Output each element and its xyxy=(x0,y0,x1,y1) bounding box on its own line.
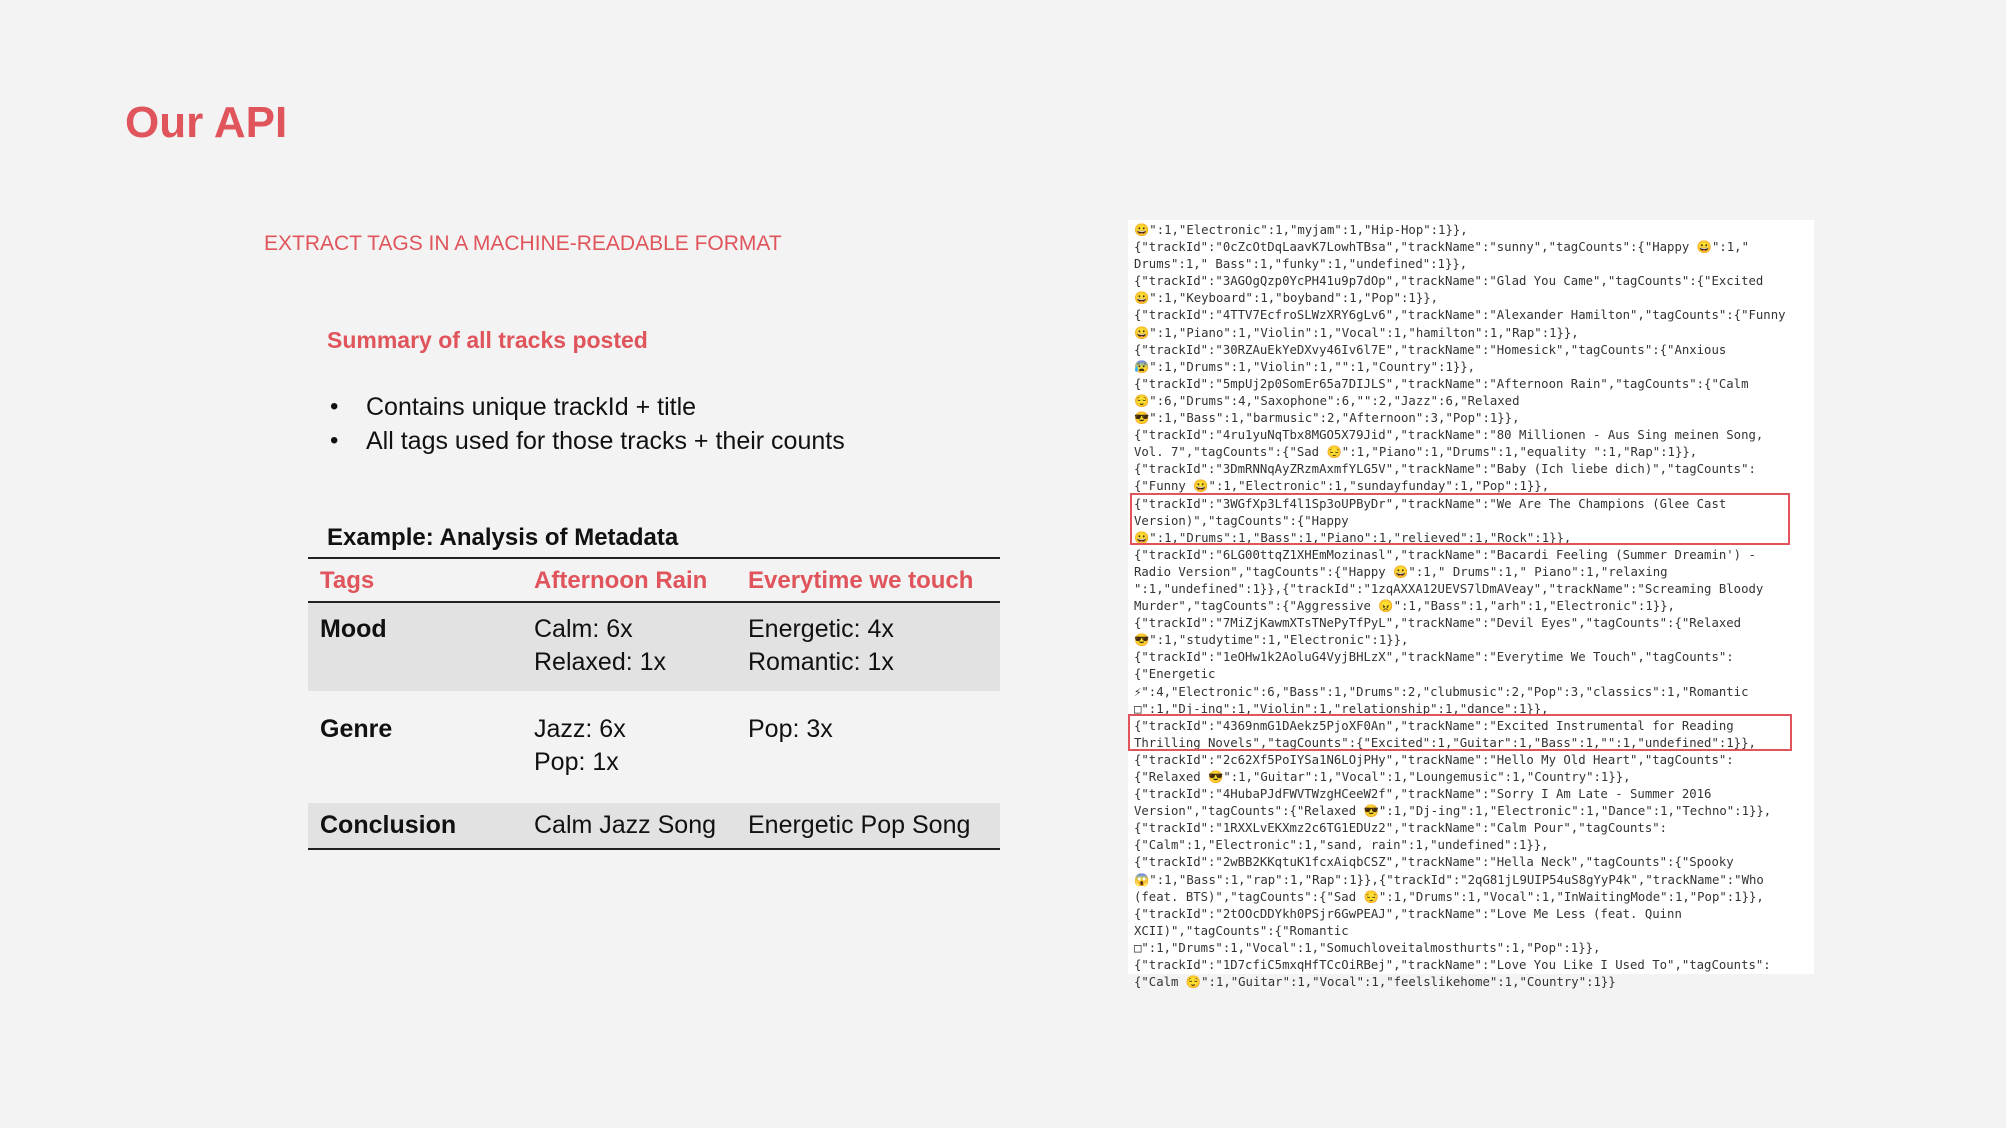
json-line: {"Funny 😀":1,"Electronic":1,"sundayfunday":1,"Pop":1}}, xyxy=(1134,479,1550,494)
slide-subtitle: EXTRACT TAGS IN A MACHINE-READABLE FORMAT xyxy=(264,232,782,255)
bullet-item: • Contains unique trackId + title xyxy=(330,390,845,424)
json-line: 😌":6,"Drums":4,"Saxophone":6,"":2,"Jazz":6,"Relaxed xyxy=(1134,393,1520,408)
json-line: {"trackId":"1D7cfiC5mxqHfTCcOiRBej","trackName":"Love You Like I Used To","tagCounts": xyxy=(1134,958,1771,973)
json-line: {"trackId":"4TTV7EcfroSLWzXRY6gLv6","trackName":"Alexander Hamilton","tagCounts":{"Funny xyxy=(1134,308,1786,323)
cell-line: Relaxed: 1x xyxy=(534,648,667,676)
cell-line: Calm: 6x xyxy=(534,615,633,643)
json-line: Vol. 7","tagCounts":{"Sad 😔":1,"Piano":1,"Drums":1,"equality ":1,"Rap":1}}, xyxy=(1134,445,1698,460)
json-line: {"trackId":"3AGOgQzp0YcPH41u9p7dOp","trackName":"Glad You Came","tagCounts":{"Excited xyxy=(1134,274,1764,289)
row-label: Genre xyxy=(320,715,393,743)
json-line: 😀":1,"Electronic":1,"myjam":1,"Hip-Hop":1}}, xyxy=(1134,223,1468,237)
json-line: Murder","tagCounts":{"Aggressive 😠":1,"Bass":1,"arh":1,"Electronic":1}}, xyxy=(1134,599,1675,614)
cell-line: Energetic: 4x xyxy=(748,615,894,643)
cell-line: Pop: 3x xyxy=(748,715,833,743)
json-line: □":1,"Drums":1,"Vocal":1,"Somuchloveitalmosthurts":1,"Pop":1}}, xyxy=(1134,940,1601,955)
json-line: ⚡":4,"Electronic":6,"Bass":1,"Drums":2,"clubmusic":2,"Pop":3,"classics":1,"Romantic xyxy=(1134,684,1749,699)
json-line: {"trackId":"4369nmG1DAekz5PjoXF0An","trackName":"Excited Instrumental for Reading xyxy=(1134,718,1734,733)
header-afternoon-rain: Afternoon Rain xyxy=(522,558,736,602)
json-line: 😱":1,"Bass":1,"rap":1,"Rap":1}},{"trackId":"2qG81jL9UIP54uS8gYyP4k","trackName":"Who xyxy=(1134,872,1764,887)
json-line: {"Calm 😌":1,"Guitar":1,"Vocal":1,"feelslikehome":1,"Country":1}} xyxy=(1134,975,1616,990)
table-cell: Calm Jazz Song xyxy=(522,803,736,849)
summary-bullet-list xyxy=(330,390,845,458)
row-spacer xyxy=(308,791,1000,803)
json-line: {"trackId":"5mpUj2p0SomEr65a7DIJLS","trackName":"Afternoon Rain","tagCounts":{"Calm xyxy=(1134,376,1749,391)
json-line: {"trackId":"2tOOcDDYkh0PSjr6GwPEAJ","trackName":"Love Me Less (feat. Quinn xyxy=(1134,906,1682,921)
json-line: □":1,"Dj-ing":1,"Violin":1,"relationship":1,"dance":1}}, xyxy=(1134,701,1549,716)
table-cell xyxy=(522,602,736,691)
json-line: 😀":1,"Drums":1,"Bass":1,"Piano":1,"relieved":1,"Rock":1}}, xyxy=(1134,530,1572,545)
json-line: {"trackId":"2wBB2KKqtuK1fcxAiqbCSZ","trackName":"Hella Neck","tagCounts":{"Spooky xyxy=(1134,855,1734,870)
example-heading: Example: Analysis of Metadata xyxy=(327,524,679,551)
slide-title: Our API xyxy=(125,98,288,147)
cell-line: Jazz: 6x xyxy=(534,715,626,743)
json-line: {"Relaxed 😎":1,"Guitar":1,"Vocal":1,"Loungemusic":1,"Country":1}}, xyxy=(1134,770,1631,784)
json-line: {"trackId":"6LG00ttqZ1XHEmMozinasl","trackName":"Bacardi Feeling (Summer Dreamin') - xyxy=(1134,547,1756,562)
table-row-genre xyxy=(308,703,1000,791)
table-row-conclusion xyxy=(308,803,1000,849)
json-line: {"trackId":"3WGfXp3Lf4l1Sp3oUPByDr","trackName":"We Are The Champions (Glee Cast xyxy=(1134,496,1727,511)
json-line: 😀":1,"Piano":1,"Violin":1,"Vocal":1,"hamilton":1,"Rap":1}}, xyxy=(1134,325,1579,340)
json-line: {"Calm":1,"Electronic":1,"sand, rain":1,"undefined":1}}, xyxy=(1134,838,1549,853)
highlight-box-champions xyxy=(1130,493,1790,545)
json-line: ":1,"undefined":1}},{"trackId":"1zqAXXA12UEVS7lDmAVeay","trackName":"Screaming Bloody xyxy=(1134,581,1764,596)
json-line: 😎":1,"studytime":1,"Electronic":1}}, xyxy=(1134,633,1409,648)
json-line: {"trackId":"30RZAuEkYeDXvy46Iv6l7E","trackName":"Homesick","tagCounts":{"Anxious xyxy=(1134,342,1727,357)
cell-line: Pop: 1x xyxy=(534,748,619,776)
json-output-screenshot xyxy=(1128,220,1814,990)
json-line: Thrilling Novels","tagCounts":{"Excited":1,"Guitar":1,"Bass":1,"":1,"undefined":1}}, xyxy=(1134,735,1756,750)
table-cell xyxy=(736,602,1000,691)
json-line: {"trackId":"0cZcOtDqLaavK7LowhTBsa","trackName":"sunny","tagCounts":{"Happy 😀":1," xyxy=(1134,240,1749,255)
json-line: {"trackId":"4HubaPJdFWVTWzgHCeeW2f","trackName":"Sorry I Am Late - Summer 2016 xyxy=(1134,787,1712,802)
json-line: 😎":1,"Bass":1,"barmusic":2,"Afternoon":3,"Pop":1}}, xyxy=(1134,411,1520,426)
json-line: Version)","tagCounts":{"Happy xyxy=(1134,513,1349,528)
table-cell: Energetic Pop Song xyxy=(736,803,1000,849)
highlight-box-excited-instrumental xyxy=(1128,714,1792,751)
cell-line: Romantic: 1x xyxy=(748,648,894,676)
row-spacer xyxy=(308,691,1000,703)
json-line: Version","tagCounts":{"Relaxed 😎":1,"Dj-ing":1,"Electronic":1,"Dance":1,"Techno":1}}, xyxy=(1134,804,1772,819)
json-line: 😀":1,"Keyboard":1,"boyband":1,"Pop":1}}, xyxy=(1134,291,1439,306)
table-cell xyxy=(736,703,1000,791)
table-cell xyxy=(522,703,736,791)
table-header-row xyxy=(308,558,1000,602)
json-line: XCII)","tagCounts":{"Romantic xyxy=(1134,923,1349,938)
json-line: {"trackId":"7MiZjKawmXTsTNePyTfPyL","trackName":"Devil Eyes","tagCounts":{"Relaxed xyxy=(1134,616,1742,631)
header-everytime-we-touch: Everytime we touch xyxy=(736,558,1000,602)
row-label: Conclusion xyxy=(308,803,522,849)
row-label: Mood xyxy=(308,602,522,691)
bullet-item: • All tags used for those tracks + their counts xyxy=(330,424,845,458)
json-line: {"trackId":"2c62Xf5PoIYSa1N6LOjPHy","trackName":"Hello My Old Heart","tagCounts": xyxy=(1134,752,1734,767)
json-line: Radio Version","tagCounts":{"Happy 😀":1," Drums":1," Piano":1,"relaxing xyxy=(1134,564,1668,579)
json-line: Drums":1," Bass":1,"funky":1,"undefined":1}}, xyxy=(1134,257,1468,272)
json-line: {"trackId":"4ru1yuNqTbx8MGO5X79Jid","trackName":"80 Millionen - Aus Sing meinen Song, xyxy=(1134,428,1764,443)
json-output-text xyxy=(1128,220,1814,993)
json-line: {"trackId":"3DmRNNqAyZRzmAxmfYLG5V","trackName":"Baby (Ich liebe dich)","tagCounts": xyxy=(1134,462,1756,477)
header-tags: Tags xyxy=(308,558,522,602)
json-line: {"trackId":"1eOHw1k2AoluG4VyjBHLzX","trackName":"Everytime We Touch","tagCounts": xyxy=(1134,650,1734,665)
json-line: {"trackId":"1RXXLvEKXmz2c6TG1EDUz2","trackName":"Calm Pour","tagCounts": xyxy=(1134,821,1668,836)
json-line: {"Energetic xyxy=(1134,667,1216,682)
json-line: 😰":1,"Drums":1,"Violin":1,"":1,"Country":1}}, xyxy=(1134,359,1476,374)
summary-heading: Summary of all tracks posted xyxy=(327,327,648,353)
table-row-mood xyxy=(308,602,1000,691)
metadata-table xyxy=(308,557,1000,850)
json-line: (feat. BTS)","tagCounts":{"Sad 😔":1,"Drums":1,"Vocal":1,"InWaitingMode":1,"Pop":1}}, xyxy=(1134,889,1764,904)
